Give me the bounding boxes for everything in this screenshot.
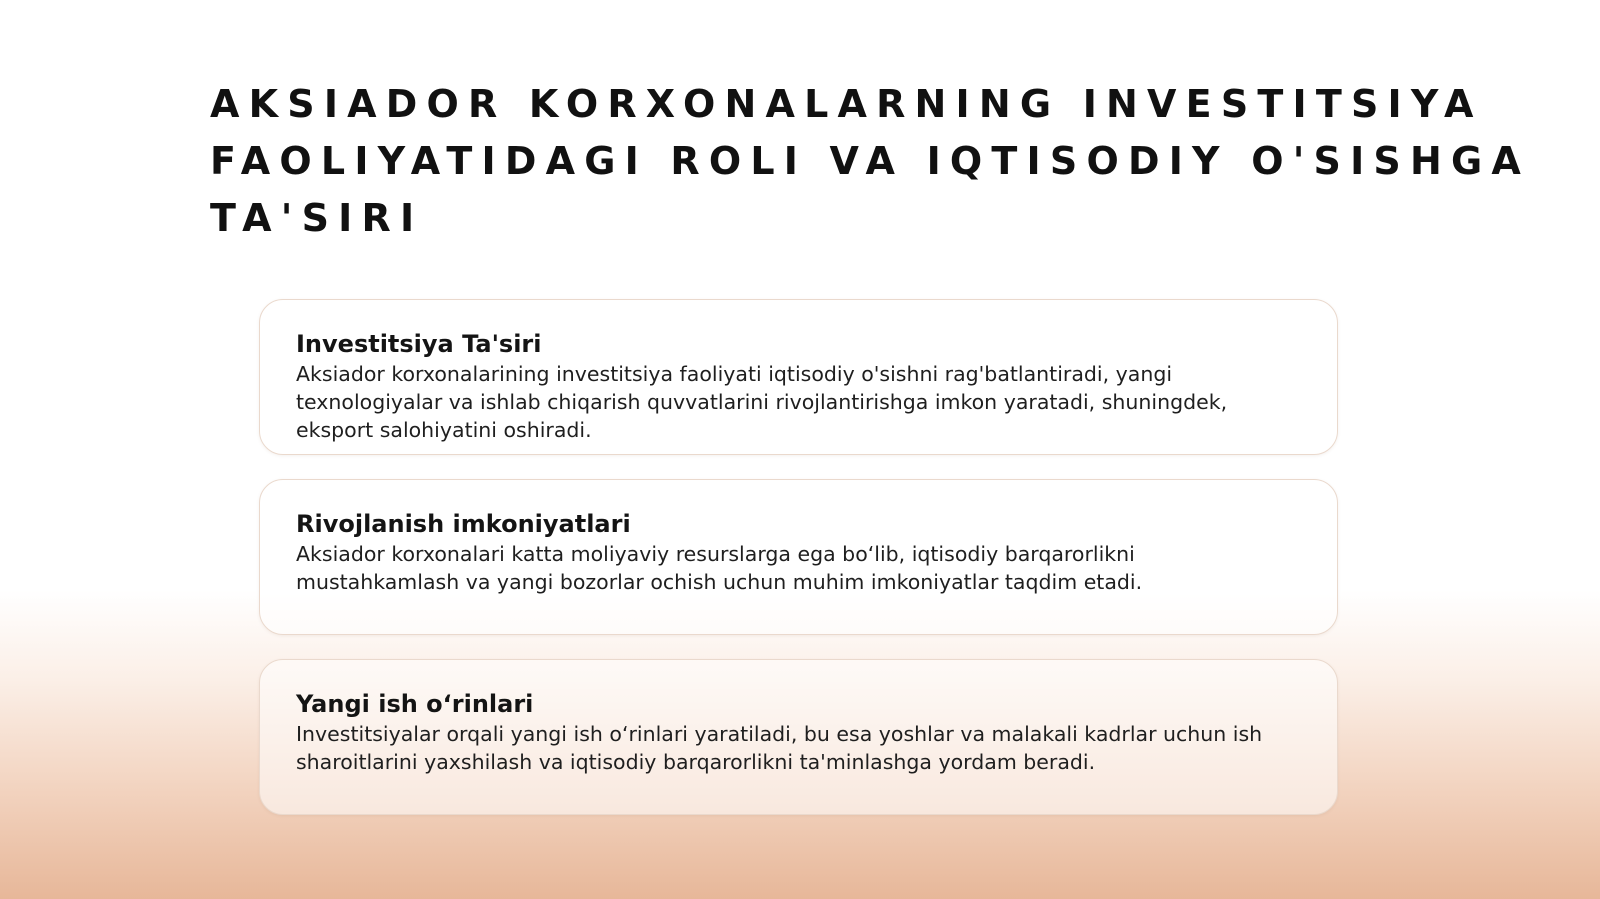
card-text: Aksiador korxonalari katta moliyaviy resurslarga ega bo‘lib, iqtisodiy barqarorlikni mustahkamlash va yangi bozorlar ochish uchun muhim imkoniyatlar taqdim etadi. [296,542,1143,594]
card-title: Yangi ish o‘rinlari [296,690,534,718]
card-text: Investitsiyalar orqali yangi ish o‘rinlari yaratiladi, bu esa yoshlar va malakali kadrlar uchun ish sharoitlarini yaxshilash va iqtisodiy barqarorlikni ta'minlashga yordam beradi. [296,722,1263,774]
info-card-development-opportunities [259,479,1338,635]
info-card-investment-impact [259,299,1338,455]
card-text: Aksiador korxonalarining investitsiya faoliyati iqtisodiy o'sishni rag'batlantiradi, yangi texnologiyalar va ishlab chiqarish quvvatlarini rivojlantirishga imkon yaratadi, shuningdek, eksport salohiyatini oshiradi. [296,362,1228,442]
info-card-new-jobs [259,659,1338,815]
card-title: Rivojlanish imkoniyatlari [296,510,631,538]
slide-title: AKSIADOR KORXONALARNING INVESTITSIYA FAOLIYATIDAGI ROLI VA IQTISODIY O'SISHGA TA'SIRI [210,82,1531,240]
card-title: Investitsiya Ta'siri [296,330,542,358]
